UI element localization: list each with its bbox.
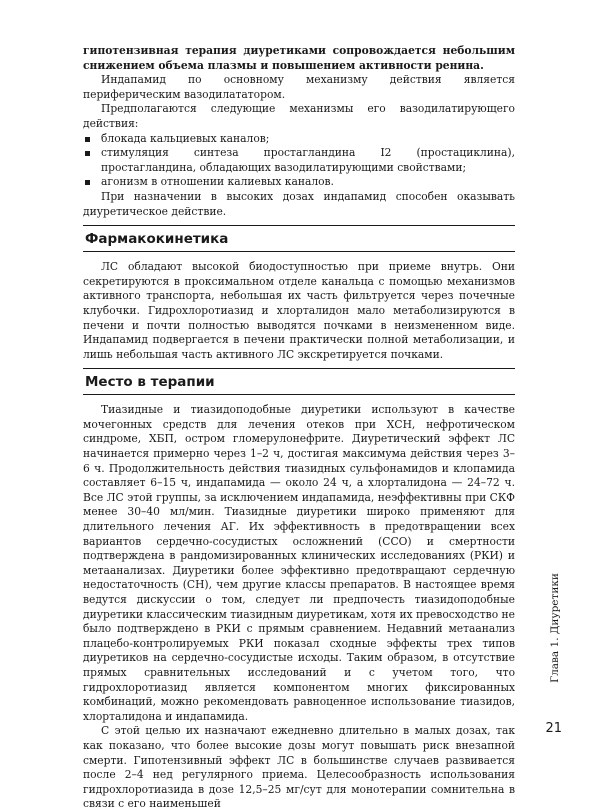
list-item: блокада кальциевых каналов; — [83, 132, 515, 147]
therapy-paragraph-2: С этой целью их назначают ежедневно длительно в малых дозах, так как показано, что более высокие дозы могут повышать риск внезапной смерти. Гипотензивный эффект ЛС в большинстве случаев развивается после 2–4 нед регулярного приема. Целесообразность использования гидрохлоротиазида в дозе 12,5–25 мг/сут для монотерапии сомнительна в связи с его наименьшей — [83, 724, 515, 811]
therapy-paragraph-1: Тиазидные и тиазидоподобные диуретики используют в качестве мочегонных средств для лечения отеков при ХСН, нефротическом синдроме, ХБП, остром гломерулонефрите. Диуретический эффект ЛС начинается примерно через 1–2 ч, достигая максимума действия через 3–6 ч. Продолжительность действия тиазидных сульфонамидов и клопамида составляет 6–15 ч, индапамида — около 24 ч, а хлорталидона — 24–72 ч. Все ЛС этой группы, за исключением индапамида, неэффективны при СКФ менее 30–40 мл/мин. Тиазидные диуретики широко применяют для длительного лечения АГ. Их эффективность в предотвращении всех вариантов сердечно-сосудистых осложнений (ССО) и смертности подтверждена в рандомизированных клинических исследованиях (РКИ) и метаанализах. Диуретики более эффективно предотвращают сердечную недостаточность (СН), чем другие классы препаратов. В настоящее время ведутся дискуссии о том, следует ли предпочесть тиазидоподобные диуретики классическим тиазидным диуретикам, хотя их превосходство не было подтверждено в РКИ с прямым сравнением. Недавний метаанализ плацебо-контролируемых РКИ показал сходные эффекты трех типов диуретиков на сердечно-сосудистые исходы. Таким образом, в отсутствие прямых сравнительных исследований и с учетом того, что гидрохлоротиазид является компонентом многих фиксированных комбинаций, можно рекомендовать равноценное использование тиазидов, хлорталидона и индапамида. — [83, 403, 515, 723]
chapter-running-title — [547, 548, 563, 708]
mechanisms-list — [83, 132, 515, 190]
chapter-label: Глава 1. Диуретики — [549, 573, 561, 683]
intro-bold-paragraph: гипотензивная терапия диуретиками сопровождается небольшим снижением объема плазмы и повышением активности ренина. — [83, 44, 515, 72]
page-number: 21 — [545, 721, 562, 736]
list-item: агонизм в отношении калиевых каналов. — [83, 175, 515, 190]
list-item: стимуляция синтеза простагландина I2 (простациклина), простагландина, обладающих вазодилатирующими свойствами; — [83, 146, 515, 175]
section-heading-therapy — [83, 368, 515, 395]
section-title: Фармакокинетика — [85, 231, 229, 248]
pharmacokinetics-paragraph: ЛС обладают высокой биодоступностью при приеме внутрь. Они секретируются в проксимальном отделе канальца с помощью механизмов активного транспорта, небольшая их часть фильтруется через почечные клубочки. Гидрохлоротиазид и хлорталидон мало метаболизируются в печени и почти полностью выводятся почками в неизмененном виде. Индапамид подвергается в печени практически полной метаболизации, и лишь небольшая часть активного ЛС экскретируется почками. — [83, 260, 515, 361]
intro-paragraph-1: Индапамид по основному механизму действия является периферическим вазодилататором. — [83, 73, 515, 101]
section-heading-pharmacokinetics — [83, 225, 515, 252]
intro-paragraph-3: При назначении в высоких дозах индапамид способен оказывать диуретическое действие. — [83, 189, 515, 218]
intro-paragraph-2: Предполагаются следующие механизмы его вазодилатирующего действия: — [83, 102, 515, 130]
section-title: Место в терапии — [85, 374, 215, 391]
page-body — [83, 44, 515, 812]
